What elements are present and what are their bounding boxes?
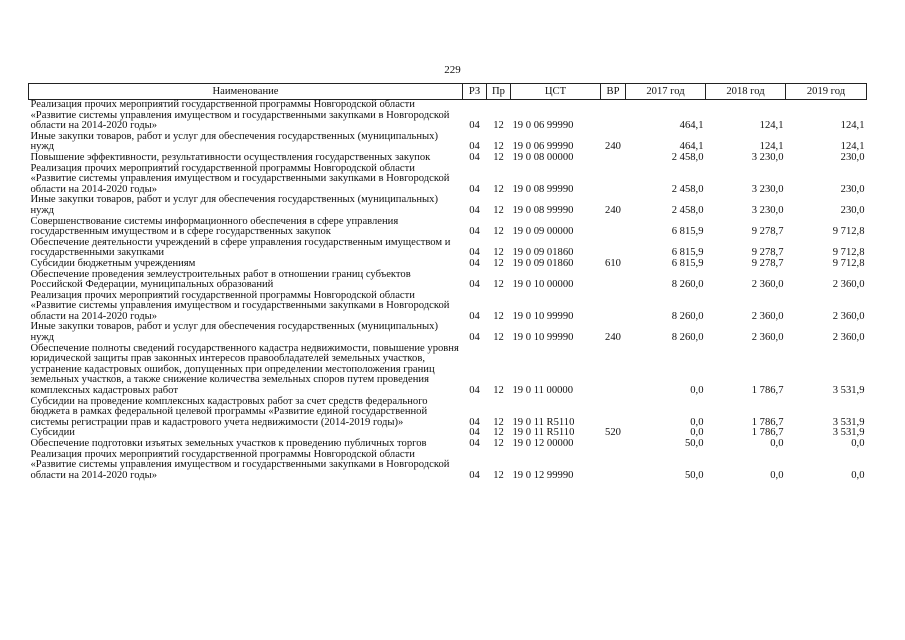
cell-rz: 04 <box>469 310 480 322</box>
header-2019: 2019 год <box>786 84 867 100</box>
cell-pr: 12 <box>493 183 504 195</box>
table-row <box>29 259 867 270</box>
cell-2018: 1 786,7 <box>751 427 784 439</box>
cell-vr: 240 <box>605 204 621 216</box>
cell-rz: 04 <box>469 204 480 216</box>
cell-2017: 50,0 <box>684 438 704 449</box>
cell-2017: 0,0 <box>690 416 704 428</box>
cell-2019: 230,0 <box>840 151 865 163</box>
cell-rz: 04 <box>469 332 480 344</box>
cell-cst: 19 0 11 00000 <box>512 385 574 397</box>
cell-name: Повышение эффективности, результативности осуществления государственных закупок <box>30 151 431 163</box>
cell-vr <box>601 450 626 482</box>
cell-vr <box>601 153 626 164</box>
cell-2017: 0,0 <box>690 385 704 397</box>
cell-vr <box>601 164 626 196</box>
cell-pr: 12 <box>493 120 504 132</box>
cell-vr <box>601 397 626 429</box>
cell-vr <box>601 270 626 291</box>
cell-2017: 2 458,0 <box>671 183 704 195</box>
page-number: 229 <box>444 64 461 76</box>
cell-name: Обеспечение подготовки изъятых земельных участков к проведению публичных торгов <box>30 438 427 449</box>
cell-name: Обеспечение проведения землеустроительных работ в отношении границ субъектов Российской Федерации, муниципальных образований <box>30 268 411 291</box>
table-row <box>29 132 867 153</box>
cell-2017: 8 260,0 <box>671 310 704 322</box>
cell-cst: 19 0 12 99990 <box>512 469 574 481</box>
table-row <box>29 322 867 343</box>
table-row <box>29 164 867 196</box>
cell-2019: 124,1 <box>840 141 865 153</box>
cell-pr: 12 <box>493 385 504 397</box>
cell-vr: 240 <box>605 141 621 153</box>
cell-2018: 124,1 <box>759 120 784 132</box>
cell-vr <box>601 439 626 450</box>
cell-cst: 19 0 06 99990 <box>512 141 574 153</box>
table-header <box>29 84 867 100</box>
cell-2018: 2 360,0 <box>751 310 784 322</box>
cell-2017: 6 815,9 <box>671 226 704 238</box>
cell-2018: 1 786,7 <box>751 416 784 428</box>
cell-name: Иные закупки товаров, работ и услуг для обеспечения государственных (муниципальных) нужд <box>30 321 438 344</box>
header-vr: ВР <box>601 84 626 100</box>
cell-name: Субсидии бюджетным учреждениям <box>30 257 196 269</box>
cell-2018: 9 278,7 <box>751 226 784 238</box>
cell-2019: 2 360,0 <box>832 332 865 344</box>
cell-2017: 464,1 <box>679 120 704 132</box>
cell-name: Реализация прочих мероприятий государственной программы Новгородской области «Развитие системы управления имуществом и государственными закупками в Новгородской области на 2014-2020 годы» <box>30 448 450 481</box>
cell-2017: 2 458,0 <box>671 151 704 163</box>
budget-table <box>28 83 867 481</box>
cell-2017: 8 260,0 <box>671 332 704 344</box>
header-name: Наименование <box>29 84 463 100</box>
cell-pr: 12 <box>493 427 504 439</box>
table-row <box>29 238 867 259</box>
cell-2018: 9 278,7 <box>751 257 784 269</box>
cell-pr: 12 <box>493 332 504 344</box>
cell-rz: 04 <box>469 279 480 291</box>
cell-rz: 04 <box>469 427 480 439</box>
cell-rz: 04 <box>469 257 480 269</box>
cell-rz: 04 <box>469 469 480 481</box>
cell-cst: 19 0 08 00000 <box>512 151 574 163</box>
cell-pr: 12 <box>493 469 504 481</box>
cell-2018: 3 230,0 <box>751 151 784 163</box>
cell-2018: 3 230,0 <box>751 183 784 195</box>
cell-pr: 12 <box>493 310 504 322</box>
cell-2017: 0,0 <box>690 427 704 439</box>
cell-cst: 19 0 08 99990 <box>512 204 574 216</box>
cell-2018: 2 360,0 <box>751 279 784 291</box>
cell-pr: 12 <box>493 151 504 163</box>
cell-pr: 12 <box>493 279 504 291</box>
cell-2017: 464,1 <box>679 141 704 153</box>
table-row <box>29 153 867 164</box>
cell-cst: 19 0 12 00000 <box>512 438 574 449</box>
header-cst: ЦСТ <box>511 84 601 100</box>
table-row <box>29 397 867 429</box>
cell-2019: 9 712,8 <box>832 257 865 269</box>
cell-pr: 12 <box>493 416 504 428</box>
cell-rz: 04 <box>469 141 480 153</box>
cell-cst: 19 0 10 99990 <box>512 332 574 344</box>
cell-name: Реализация прочих мероприятий государственной программы Новгородской области «Развитие системы управления имуществом и государственными закупками в Новгородской области на 2014-2020 годы» <box>30 99 450 132</box>
cell-vr <box>601 344 626 397</box>
header-row <box>29 84 867 100</box>
cell-name: Иные закупки товаров, работ и услуг для обеспечения государственных (муниципальных) нужд <box>30 194 438 216</box>
table-row <box>29 270 867 291</box>
cell-cst: 19 0 11 R5110 <box>512 416 575 428</box>
cell-name: Субсидии <box>30 427 75 439</box>
cell-pr: 12 <box>493 226 504 238</box>
table-body <box>29 100 867 482</box>
cell-2019: 124,1 <box>840 120 865 132</box>
cell-2017: 6 815,9 <box>671 257 704 269</box>
cell-vr <box>601 238 626 259</box>
cell-rz: 04 <box>469 385 480 397</box>
cell-2018: 3 230,0 <box>751 204 784 216</box>
header-2017: 2017 год <box>626 84 706 100</box>
cell-rz: 04 <box>469 120 480 132</box>
cell-name: Иные закупки товаров, работ и услуг для обеспечения государственных (муниципальных) нужд <box>30 130 438 153</box>
cell-pr: 12 <box>493 247 504 259</box>
table-row <box>29 100 867 132</box>
cell-name: Обеспечение полноты сведений государственного кадастра недвижимости, повышение уровня юридической защиты прав законных интересов правообладателей земельных участков, устранение кадастровых ошибок, допущенных при определении местоположения границ земельных участков, а также снижение количества земельных споров путем проведения комплексных кадастровых работ <box>30 342 459 397</box>
cell-2017: 50,0 <box>684 469 704 481</box>
cell-2019: 9 712,8 <box>832 226 865 238</box>
cell-2019: 2 360,0 <box>832 279 865 291</box>
cell-2018: 0,0 <box>770 438 784 449</box>
cell-pr: 12 <box>493 438 504 449</box>
cell-vr <box>601 100 626 132</box>
cell-cst: 19 0 11 R5110 <box>512 427 575 439</box>
table-row <box>29 195 867 216</box>
cell-2019: 3 531,9 <box>832 385 865 397</box>
cell-2019: 230,0 <box>840 204 865 216</box>
cell-cst: 19 0 09 00000 <box>512 226 574 238</box>
cell-name: Субсидии на проведение комплексных кадастровых работ за счет средств федерального бюджета в рамках федеральной целевой программы «Развитие единой государственной системы регистрации прав и кадастрового учета недвижимости (2014-2019 годы)» <box>30 395 428 428</box>
table-row <box>29 450 867 482</box>
cell-2018: 124,1 <box>759 141 784 153</box>
cell-2019: 9 712,8 <box>832 247 865 259</box>
cell-cst: 19 0 06 99990 <box>512 120 574 132</box>
cell-rz: 04 <box>469 151 480 163</box>
cell-2019: 0,0 <box>851 469 865 481</box>
cell-2018: 2 360,0 <box>751 332 784 344</box>
cell-vr: 520 <box>605 427 621 439</box>
cell-name: Реализация прочих мероприятий государственной программы Новгородской области «Развитие системы управления имуществом и государственными закупками в Новгородской области на 2014-2020 годы» <box>30 289 450 322</box>
cell-cst: 19 0 09 01860 <box>512 257 574 269</box>
cell-pr: 12 <box>493 257 504 269</box>
cell-pr: 12 <box>493 141 504 153</box>
cell-vr <box>601 291 626 323</box>
header-rz: РЗ <box>463 84 487 100</box>
cell-2019: 3 531,9 <box>832 427 865 439</box>
cell-2019: 3 531,9 <box>832 416 865 428</box>
cell-2019: 230,0 <box>840 183 865 195</box>
cell-cst: 19 0 10 99990 <box>512 310 574 322</box>
header-2018: 2018 год <box>706 84 786 100</box>
cell-rz: 04 <box>469 226 480 238</box>
cell-vr <box>601 217 626 238</box>
cell-cst: 19 0 08 99990 <box>512 183 574 195</box>
cell-2018: 9 278,7 <box>751 247 784 259</box>
cell-vr: 240 <box>605 332 621 344</box>
table-row <box>29 344 867 397</box>
cell-rz: 04 <box>469 247 480 259</box>
cell-vr: 610 <box>605 257 621 269</box>
cell-2017: 8 260,0 <box>671 279 704 291</box>
cell-2019: 0,0 <box>851 438 865 449</box>
cell-2017: 6 815,9 <box>671 247 704 259</box>
cell-2018: 0,0 <box>770 469 784 481</box>
cell-rz: 04 <box>469 416 480 428</box>
header-pr: Пр <box>487 84 511 100</box>
cell-rz: 04 <box>469 438 480 449</box>
table-row <box>29 439 867 450</box>
cell-name: Обеспечение деятельности учреждений в сфере управления государственным имуществом и государственными закупками <box>30 236 451 259</box>
cell-name: Реализация прочих мероприятий государственной программы Новгородской области «Развитие системы управления имуществом и государственными закупками в Новгородской области на 2014-2020 годы» <box>30 162 450 195</box>
table-row <box>29 217 867 238</box>
cell-cst: 19 0 09 01860 <box>512 247 574 259</box>
cell-2018: 1 786,7 <box>751 385 784 397</box>
cell-rz: 04 <box>469 183 480 195</box>
table-row <box>29 291 867 323</box>
cell-2019: 2 360,0 <box>832 310 865 322</box>
cell-cst: 19 0 10 00000 <box>512 279 574 291</box>
cell-pr: 12 <box>493 204 504 216</box>
cell-name: Совершенствование системы информационного обеспечения в сфере управления государственным имуществом и в сфере государственных закупок <box>30 215 399 238</box>
cell-2017: 2 458,0 <box>671 204 704 216</box>
